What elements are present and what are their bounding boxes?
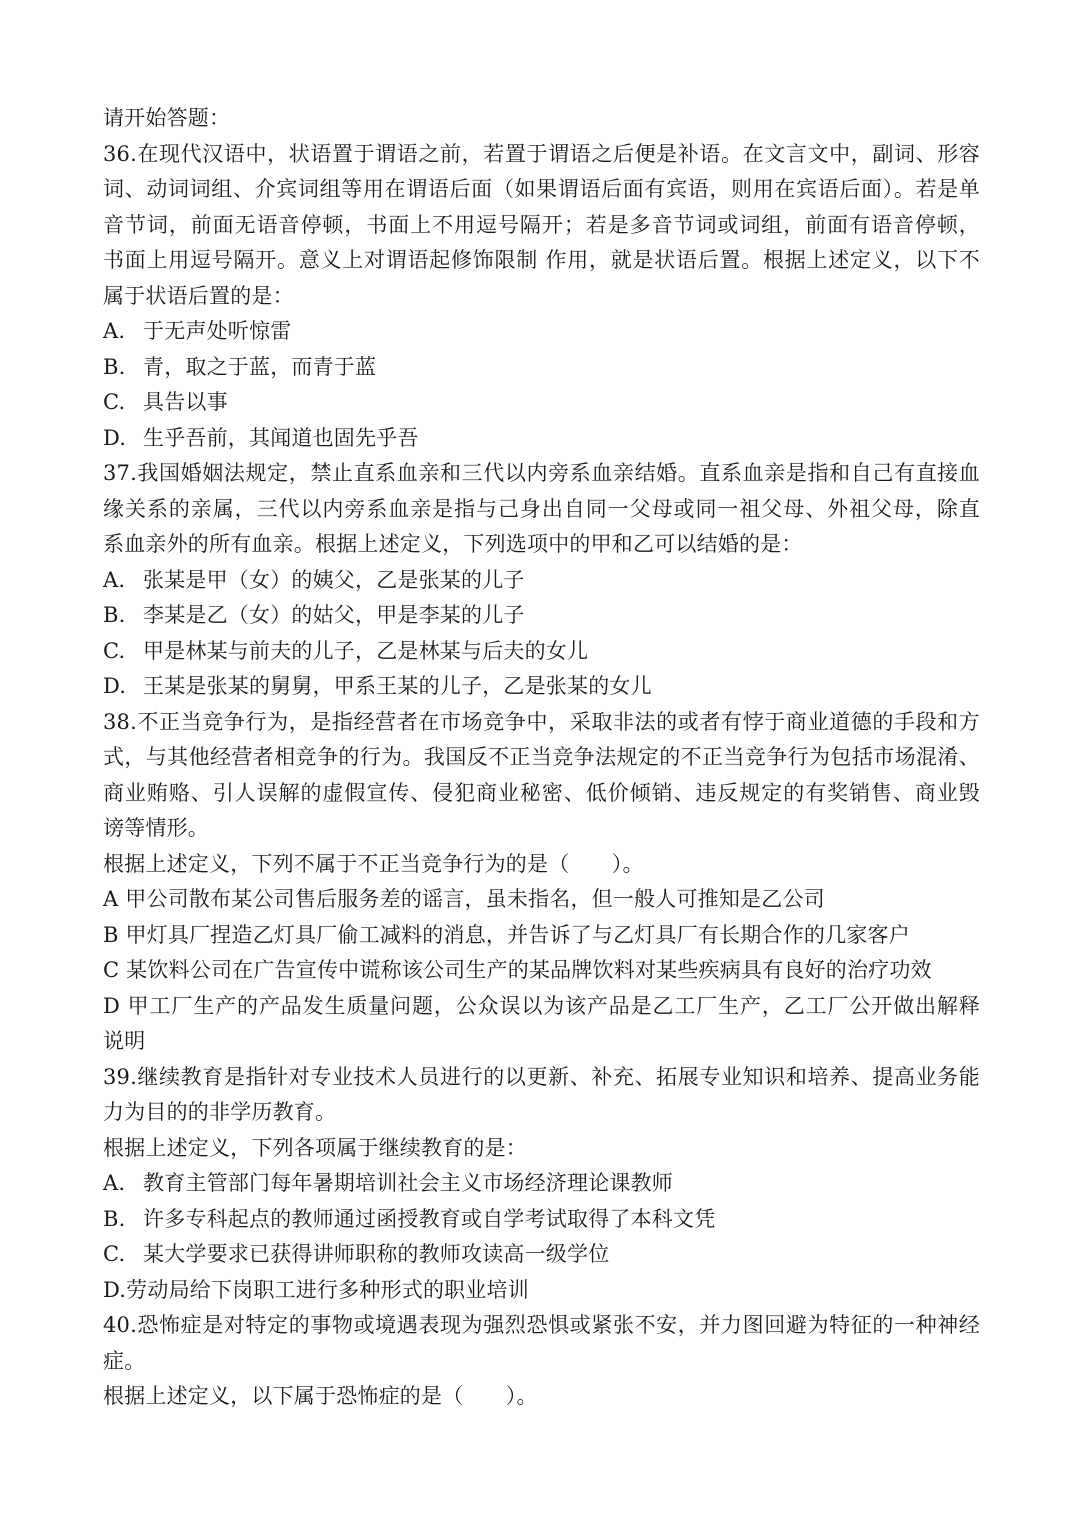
option-key: C. xyxy=(103,1242,126,1266)
option-key: A. xyxy=(103,319,126,343)
option-text: 李某是乙（女）的姑父，甲是李某的儿子 xyxy=(143,603,525,627)
question-text-line: 缘关系的亲属，三代以内旁系血亲是指与己身出自同一父母或同一祖父母、外祖父母，除直 xyxy=(103,496,980,521)
question-text-line: 症。 xyxy=(103,1348,146,1373)
option-d xyxy=(103,421,980,457)
option-c xyxy=(103,1237,980,1273)
option-b xyxy=(103,350,980,386)
option-text: 某大学要求已获得讲师职称的教师攻读高一级学位 xyxy=(143,1242,610,1266)
option-d xyxy=(103,669,980,705)
option-d: D 甲工厂生产的产品发生质量问题，公众误以为该产品是乙工厂生产，乙工厂公开做出解释 xyxy=(103,993,980,1018)
question-40 xyxy=(103,1308,980,1415)
option-text: 许多专科起点的教师通过函授教育或自学考试取得了本科文凭 xyxy=(143,1206,716,1231)
option-c xyxy=(103,634,980,670)
question-37 xyxy=(103,456,980,705)
question-text-line: 式，与其他经营者相竞争的行为。我国反不正当竞争法规定的不正当竞争行为包括市场混淆、 xyxy=(103,745,980,769)
option-text: 青，取之于蓝，而青于蓝 xyxy=(143,354,377,379)
question-text-line: 书面上用逗号隔开。意义上对谓语起修饰限制 作用，就是状语后置。根据上述定义，以下不 xyxy=(103,248,980,272)
option-key: C. xyxy=(103,638,126,663)
option-key: B. xyxy=(103,354,126,379)
question-text-line: 36.在现代汉语中，状语置于谓语之前，若置于谓语之后便是补语。在文言文中，副词、形容 xyxy=(103,141,980,166)
question-prompt: 根据上述定义，下列各项属于继续教育的是： xyxy=(103,1135,527,1160)
question-prompt: 根据上述定义，下列不属于不正当竞争行为的是（ ）。 xyxy=(103,851,644,876)
question-text-line: 系血亲外的所有血亲。根据上述定义，下列选项中的甲和乙可以结婚的是： xyxy=(103,532,803,556)
question-36 xyxy=(103,137,980,457)
option-text: 张某是甲（女）的姨父，乙是张某的儿子 xyxy=(143,567,525,592)
question-39 xyxy=(103,1060,980,1309)
question-text-line: 37.我国婚姻法规定，禁止直系血亲和三代以内旁系血亲结婚。直系血亲是指和自己有直接血 xyxy=(103,461,980,485)
option-text: 生乎吾前，其闻道也固先乎吾 xyxy=(143,425,419,450)
question-prompt: 根据上述定义，以下属于恐怖症的是（ ）。 xyxy=(103,1384,538,1408)
question-text-line: 39.继续教育是指针对专业技术人员进行的以更新、补充、拓展专业知识和培养、提高业务能 xyxy=(103,1064,980,1089)
question-text-line: 谤等情形。 xyxy=(103,816,209,840)
option-text: 于无声处听惊雷 xyxy=(143,319,292,343)
option-key: A. xyxy=(103,567,126,592)
option-a xyxy=(103,1166,980,1202)
question-38 xyxy=(103,705,980,1060)
option-b xyxy=(103,598,980,634)
option-text: 具告以事 xyxy=(143,390,228,414)
option-a: A 甲公司散布某公司售后服务差的谣言，虽未指名，但一般人可推知是乙公司 xyxy=(103,887,825,911)
question-text-line: 40.恐怖症是对特定的事物或境遇表现为强烈恐惧或紧张不安，并力图回避为特征的一种神经 xyxy=(103,1313,980,1337)
option-a xyxy=(103,563,980,599)
option-a xyxy=(103,314,980,350)
option-key: B. xyxy=(103,603,126,627)
question-text-line: 38.不正当竞争行为，是指经营者在市场竞争中，采取非法的或者有悖于商业道德的手段和方 xyxy=(103,709,980,734)
question-text-line: 属于状语后置的是： xyxy=(103,283,294,308)
option-c xyxy=(103,385,980,421)
option-key: A. xyxy=(103,1171,126,1195)
question-text-line: 力为目的的非学历教育。 xyxy=(103,1100,337,1124)
option-c: C 某饮料公司在广告宣传中谎称该公司生产的某品牌饮料对某些疾病具有良好的治疗功效 xyxy=(103,958,932,982)
option-key: D. xyxy=(103,425,127,450)
option-text: 教育主管部门每年暑期培训社会主义市场经济理论课教师 xyxy=(143,1171,673,1195)
option-d-continued: 说明 xyxy=(103,1029,146,1053)
option-text: 甲是林某与前夫的儿子，乙是林某与后夫的女儿 xyxy=(143,638,589,663)
option-key: C. xyxy=(103,390,126,414)
question-text-line: 商业贿赂、引人误解的虚假宣传、侵犯商业秘密、低价倾销、违反规定的有奖销售、商业毁 xyxy=(103,780,980,805)
option-text: 王某是张某的舅舅，甲系王某的儿子，乙是张某的女儿 xyxy=(143,674,652,698)
option-d: D.劳动局给下岗职工进行多种形式的职业培训 xyxy=(103,1277,529,1302)
exam-page xyxy=(103,101,980,1415)
option-key: D. xyxy=(103,674,127,698)
question-text-line: 音节词，前面无语音停顿，书面上不用逗号隔开；若是多音节词或词组，前面有语音停顿， xyxy=(103,212,980,237)
question-text-line: 词、动词词组、介宾词组等用在谓语后面（如果谓语后面有宾语，则用在宾语后面）。若是单 xyxy=(103,177,980,201)
option-key: B. xyxy=(103,1206,126,1231)
option-b: B 甲灯具厂捏造乙灯具厂偷工减料的消息，并告诉了与乙灯具厂有长期合作的几家客户 xyxy=(103,922,910,947)
intro-text: 请开始答题： xyxy=(103,106,231,130)
option-b xyxy=(103,1202,980,1238)
